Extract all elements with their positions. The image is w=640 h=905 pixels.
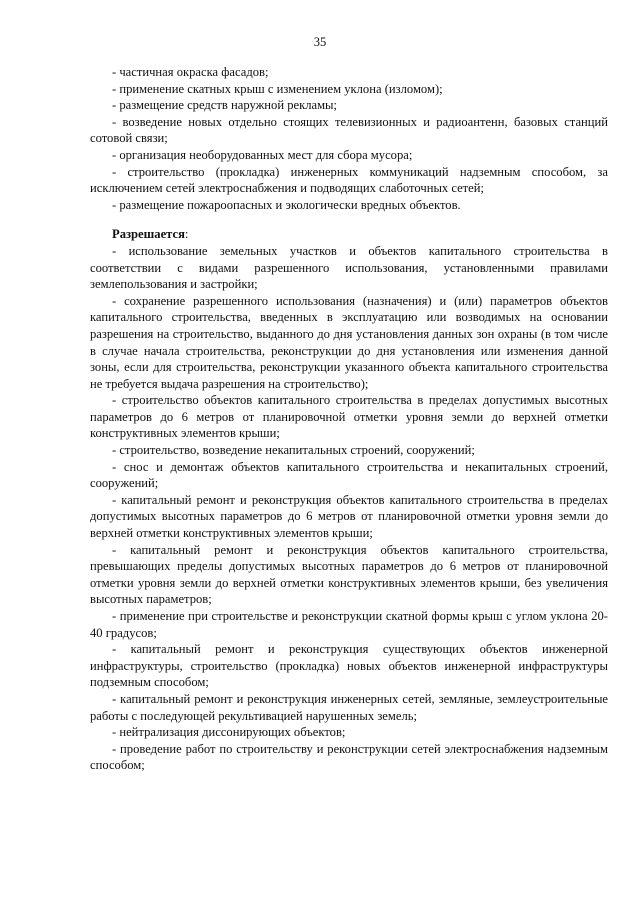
list-item: - проведение работ по строительству и реконструкции сетей электроснабжения надземным способом; — [90, 741, 608, 773]
list-item: - сохранение разрешенного использования (назначения) и (или) параметров объектов капитального строительства, введенных в эксплуатацию или возводимых на основании разрешения на строительство, выданного до дня установления данных зон охраны (в том числе в случае начала строительства, реконструкции до дня установления или изменения данной зоны, если для строительства, реконструкции указанного объекта капитального строительства не требуется выдача разрешения на строительство); — [90, 293, 608, 391]
list-item: - строительство (прокладка) инженерных коммуникаций надземным способом, за исключением сетей электроснабжения и подводящих слаботочных сетей; — [90, 164, 608, 196]
list-item: - строительство, возведение некапитальных строений, сооружений; — [112, 443, 475, 458]
section-heading — [90, 226, 608, 243]
list-item: - применение скатных крыш с изменением уклона (изломом); — [112, 81, 443, 96]
list-item: - капитальный ремонт и реконструкция существующих объектов инженерной инфраструктуры, строительство (прокладка) новых объектов инженерной инфраструктуры подземным способом; — [90, 642, 608, 690]
list-item: - размещение средств наружной рекламы; — [112, 98, 338, 113]
document-body — [90, 64, 608, 774]
list-item: - нейтрализация диссонирующих объектов; — [112, 725, 346, 740]
list-item: - размещение пожароопасных и экологически вредных объектов. — [112, 197, 461, 212]
list-item: - использование земельных участков и объектов капитального строительства в соответствии с видами разрешенного использования, установленными правилами землепользования и застройки; — [90, 243, 608, 292]
list-item: - частичная окраска фасадов; — [112, 65, 269, 79]
list-item: - применение при строительстве и реконструкции скатной формы крыш с углом уклона 20-40 градусов; — [90, 609, 608, 640]
section-heading-colon: : — [184, 227, 189, 242]
section-heading-text: Разрешается — [112, 227, 185, 242]
page-number: 35 — [313, 35, 327, 49]
list-item: - строительство объектов капитального строительства в пределах допустимых высотных параметров до 6 метров от планировочной отметки уровня земли до верхней отметки конструктивных элементов крыши; — [90, 393, 608, 441]
list-item: - снос и демонтаж объектов капитального строительства и некапитальных строений, сооружений; — [90, 459, 608, 491]
prohibited-list — [90, 64, 608, 213]
list-item: - возведение новых отдельно стоящих телевизионных и радиоантенн, базовых станций сотовой связи; — [90, 114, 608, 146]
list-item: - капитальный ремонт и реконструкция объектов капитального строительства в пределах допустимых высотных параметров до 6 метров от планировочной отметки уровня земли до верхней отметки конструктивных элементов крыши; — [90, 492, 608, 541]
list-item: - капитальный ремонт и реконструкция объектов капитального строительства, превышающих пределы допустимых высотных параметров до 6 метров от планировочной отметки уровня земли до верхней отметки конструктивных элементов крыши, без увеличения высотных параметров; — [90, 542, 608, 607]
list-item: - капитальный ремонт и реконструкция инженерных сетей, земляные, землеустроительные работы с последующей рекультивацией нарушенных земель; — [90, 691, 608, 723]
list-item: - организация необорудованных мест для сбора мусора; — [112, 147, 413, 162]
allowed-list — [90, 243, 608, 774]
